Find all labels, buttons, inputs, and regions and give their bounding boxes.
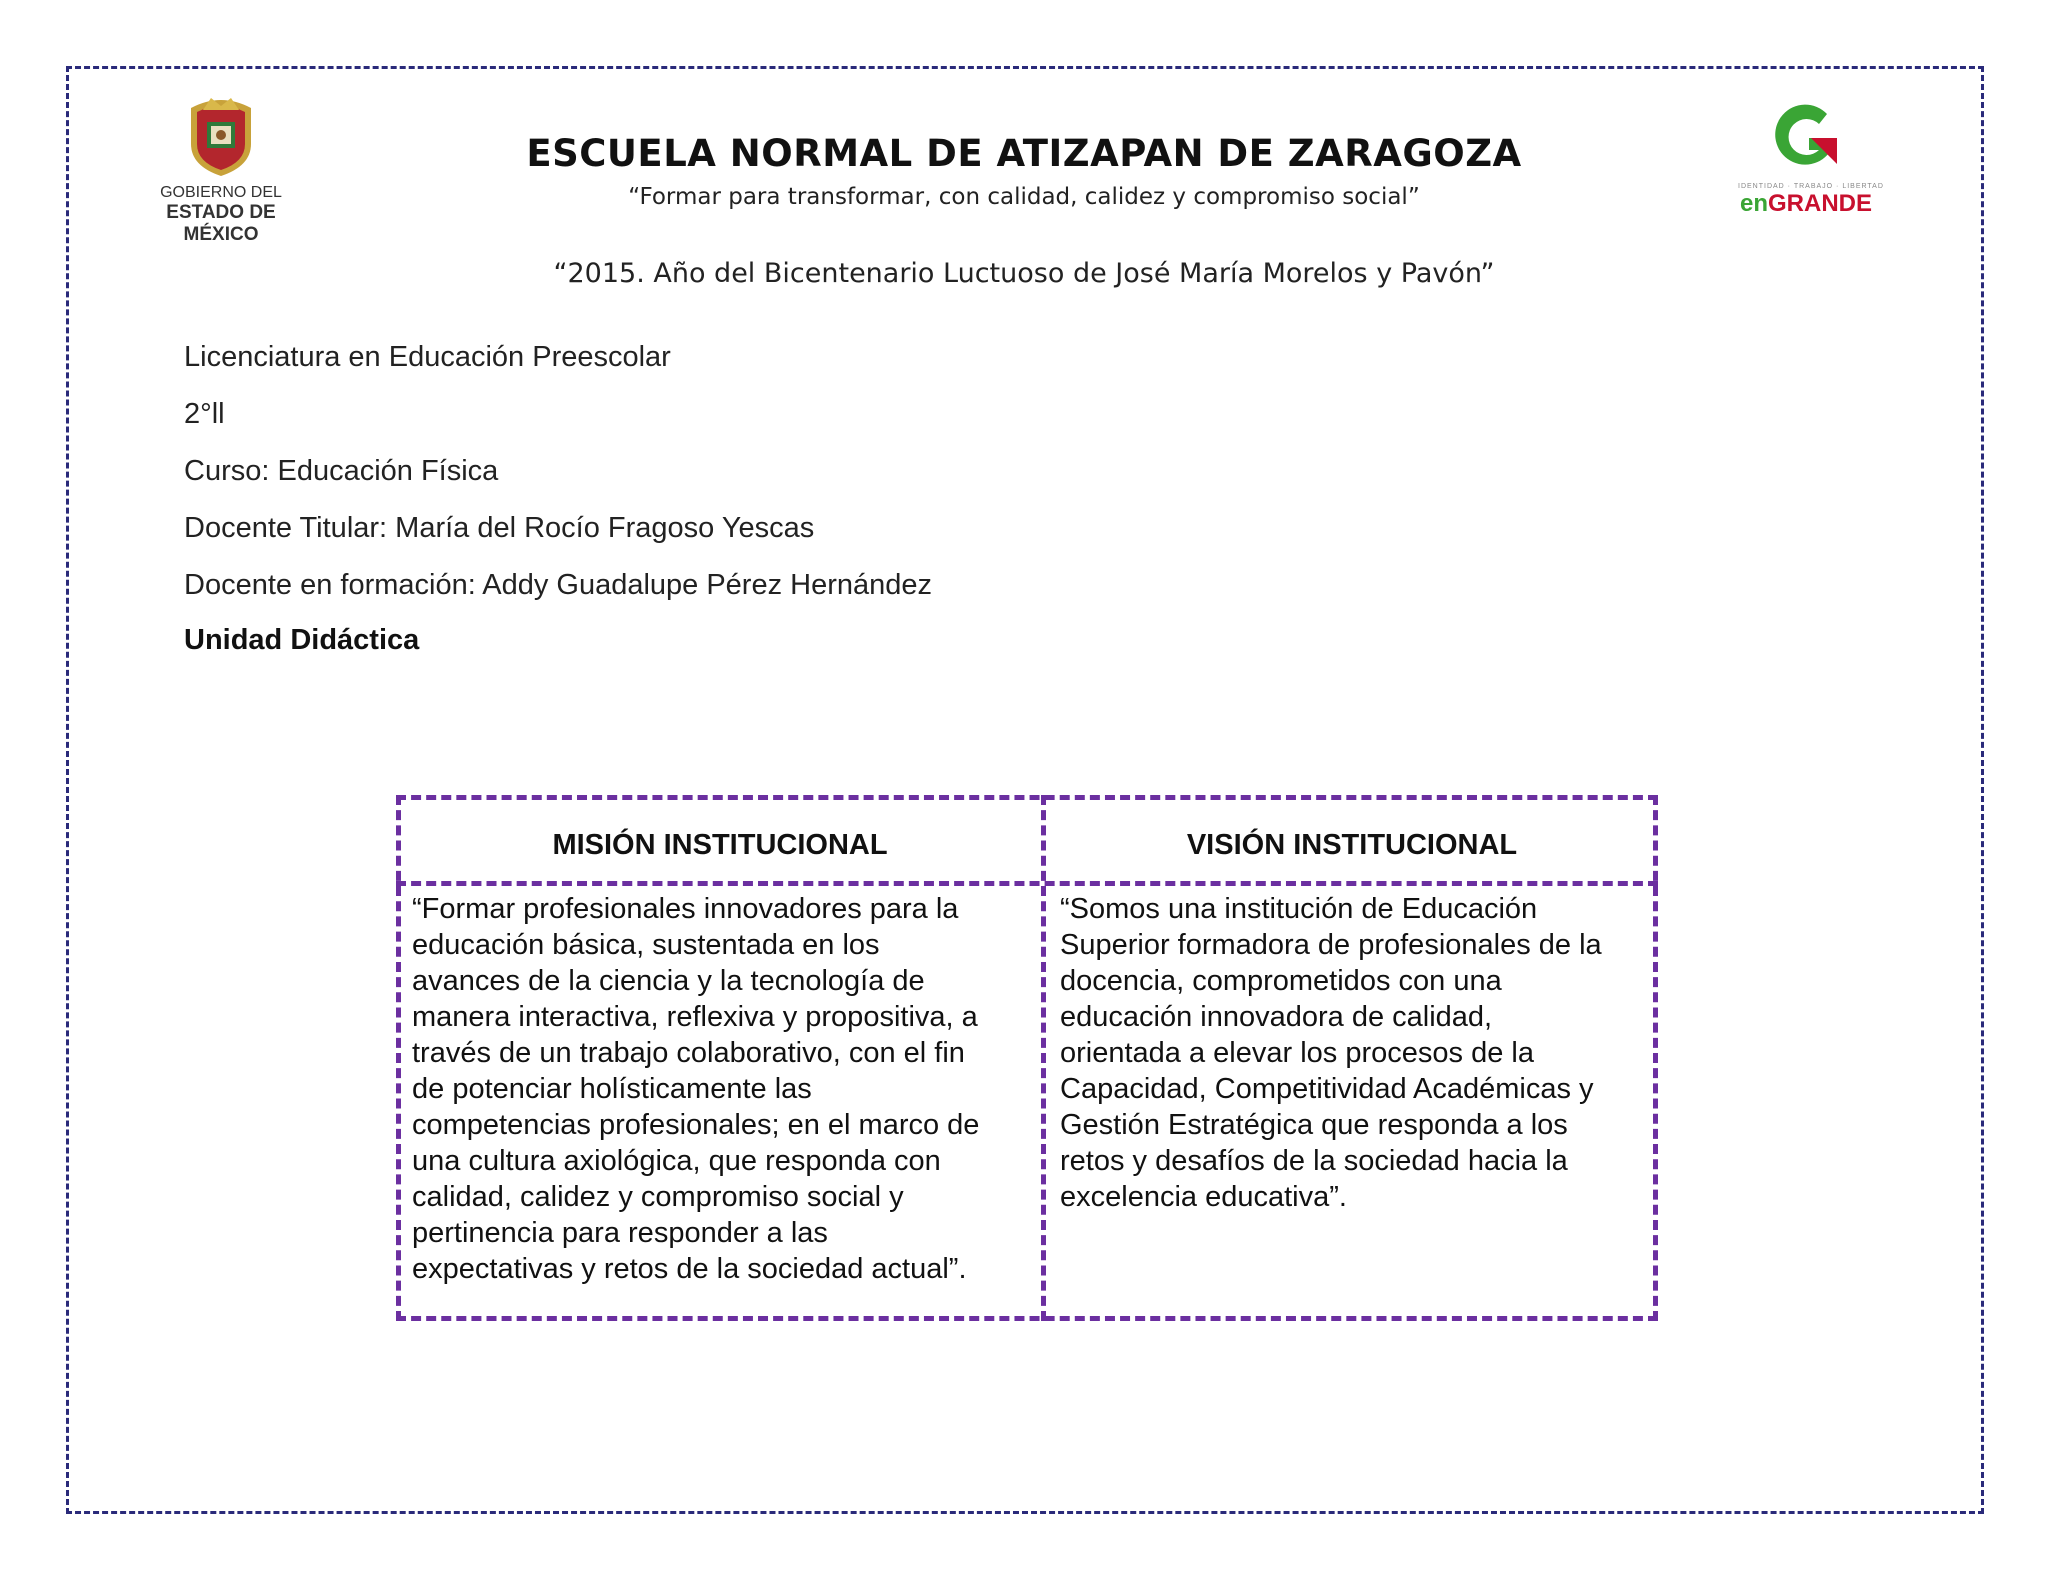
mission-line: avances de la ciencia y la tecnología de — [412, 965, 925, 997]
mission-line: educación básica, sustentada en los — [412, 929, 880, 961]
mission-heading: MISIÓN INSTITUCIONAL — [552, 829, 888, 861]
logo-left-line2: ESTADO DE MÉXICO — [166, 202, 276, 245]
vision-line: Capacidad, Competitividad Académicas y — [1060, 1073, 1594, 1105]
unit-title: Unidad Didáctica — [184, 624, 420, 656]
mission-line: través de un trabajo colaborativo, con el fin — [412, 1037, 965, 1069]
mission-line: pertinencia para responder a las — [412, 1217, 828, 1249]
mission-line: expectativas y retos de la sociedad actual”. — [412, 1253, 967, 1285]
mission-text — [412, 891, 1032, 1287]
vision-heading: VISIÓN INSTITUCIONAL — [1186, 829, 1518, 861]
logo-word-grande: GRANDE — [1768, 190, 1873, 217]
mission-line: competencias profesionales; en el marco de — [412, 1109, 980, 1141]
year-motto: “2015. Año del Bicentenario Luctuoso de José María Morelos y Pavón” — [553, 258, 1495, 289]
vision-line: “Somos una institución de Educación — [1060, 893, 1538, 925]
vision-line: Superior formadora de profesionales de la — [1060, 929, 1602, 961]
school-title: ESCUELA NORMAL DE ATIZAPAN DE ZARAGOZA — [526, 132, 1522, 175]
table-column-divider — [1041, 795, 1046, 1321]
teacher-line: Docente Titular: María del Rocío Fragoso Yescas — [184, 512, 815, 544]
vision-line: orientada a elevar los procesos de la — [1060, 1037, 1534, 1069]
mission-line: una cultura axiológica, que responda con — [412, 1145, 941, 1177]
logo-right-tagline: IDENTIDAD · TRABAJO · LIBERTAD — [1738, 183, 1884, 190]
student-line: Docente en formación: Addy Guadalupe Pérez Hernández — [184, 569, 933, 601]
vision-line: Gestión Estratégica que responda a los — [1060, 1109, 1568, 1141]
table-header-divider — [396, 881, 1658, 886]
mission-line: manera interactiva, reflexiva y propositiva, a — [412, 1001, 978, 1033]
school-motto: “Formar para transformar, con calidad, calidez y compromiso social” — [628, 184, 1420, 210]
vision-line: excelencia educativa”. — [1060, 1181, 1347, 1213]
mission-line: de potenciar holísticamente las — [412, 1073, 812, 1105]
course-line: Curso: Educación Física — [184, 455, 499, 487]
logo-word-en: en — [1739, 190, 1768, 217]
vision-line: docencia, comprometidos con una — [1060, 965, 1502, 997]
mission-vision-table — [396, 795, 1658, 1321]
vision-text — [1060, 891, 1650, 1215]
mission-line: “Formar profesionales innovadores para la — [412, 893, 959, 925]
vision-line: retos y desafíos de la sociedad hacia la — [1060, 1145, 1568, 1177]
mission-line: calidad, calidez y compromiso social y — [412, 1181, 904, 1213]
group-line: 2°ll — [184, 398, 225, 430]
program-line: Licenciatura en Educación Preescolar — [184, 341, 671, 373]
logo-left-line1: GOBIERNO DEL — [160, 184, 282, 201]
vision-line: educación innovadora de calidad, — [1060, 1001, 1493, 1033]
